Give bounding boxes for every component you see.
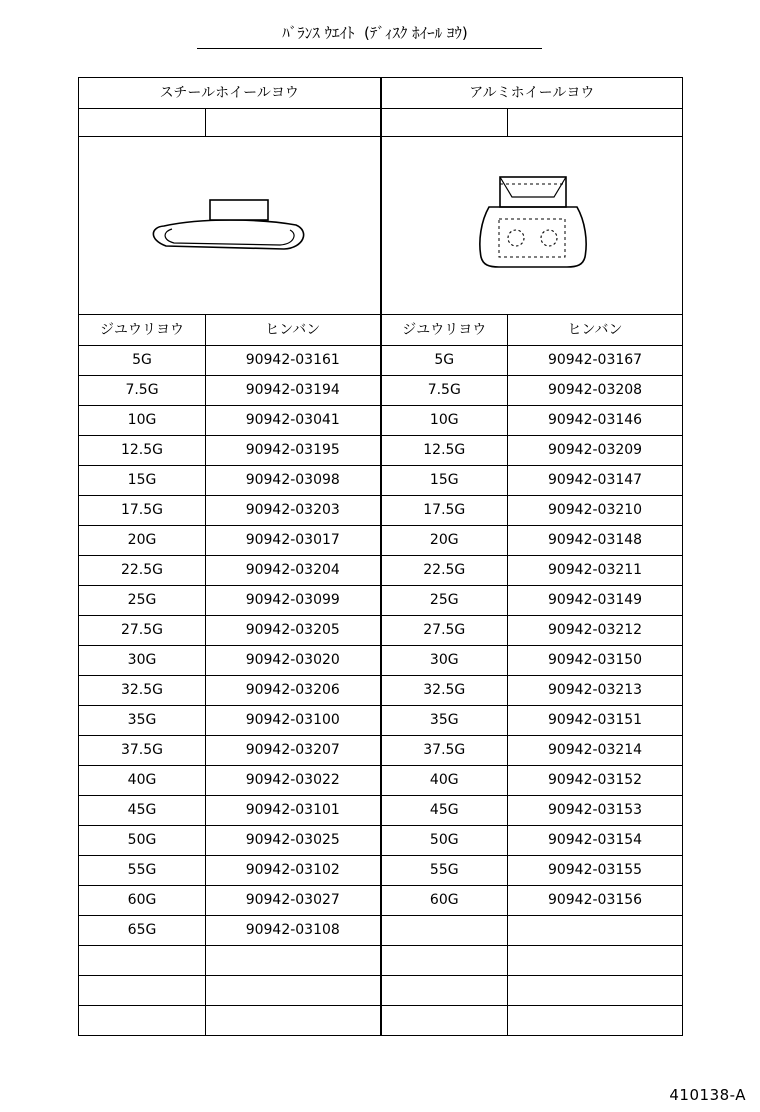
aluminum-weight-cell: 60G <box>381 886 508 916</box>
table-row <box>79 496 683 526</box>
table-row <box>79 406 683 436</box>
table-row <box>79 556 683 586</box>
aluminum-weight-cell: 55G <box>381 856 508 886</box>
table-row <box>79 586 683 616</box>
aluminum-part-number-cell: 90942-03151 <box>508 706 683 736</box>
steel-weight-cell: 65G <box>79 916 206 946</box>
aluminum-part-number-cell <box>508 916 683 946</box>
steel-weight-cell: 45G <box>79 796 206 826</box>
table-row <box>79 886 683 916</box>
steel-part-number-cell: 90942-03017 <box>206 526 381 556</box>
steel-weight-cell: 7.5G <box>79 376 206 406</box>
aluminum-weight-cell: 40G <box>381 766 508 796</box>
aluminum-weight-cell: 27.5G <box>381 616 508 646</box>
aluminum-clip-weight-icon <box>467 173 597 278</box>
spacer-cell <box>79 109 206 137</box>
table-row <box>79 766 683 796</box>
aluminum-weight-cell: 37.5G <box>381 736 508 766</box>
steel-weight-cell <box>79 946 206 976</box>
steel-weight-cell: 32.5G <box>79 676 206 706</box>
aluminum-weight-cell <box>381 916 508 946</box>
table-row <box>79 616 683 646</box>
aluminum-part-number-cell: 90942-03147 <box>508 466 683 496</box>
aluminum-weight-cell: 45G <box>381 796 508 826</box>
table-row <box>79 796 683 826</box>
steel-part-number-cell: 90942-03027 <box>206 886 381 916</box>
spacer-cell <box>381 109 508 137</box>
spacer-cell <box>206 109 381 137</box>
aluminum-weight-cell: 50G <box>381 826 508 856</box>
aluminum-weight-cell: 7.5G <box>381 376 508 406</box>
table-row <box>79 856 683 886</box>
steel-section-header: スチールホイールヨウ <box>79 78 381 109</box>
steel-weight-cell: 27.5G <box>79 616 206 646</box>
steel-part-header: ヒンバン <box>206 315 381 346</box>
aluminum-part-number-cell: 90942-03156 <box>508 886 683 916</box>
steel-part-number-cell: 90942-03161 <box>206 346 381 376</box>
aluminum-part-number-cell: 90942-03212 <box>508 616 683 646</box>
aluminum-weight-cell: 17.5G <box>381 496 508 526</box>
aluminum-weight-cell: 32.5G <box>381 676 508 706</box>
aluminum-part-number-cell: 90942-03213 <box>508 676 683 706</box>
aluminum-part-number-cell: 90942-03208 <box>508 376 683 406</box>
table-row <box>79 1006 683 1036</box>
steel-weight-cell: 5G <box>79 346 206 376</box>
table-row <box>79 526 683 556</box>
page-title: ﾊﾞﾗﾝｽ ｳｴｲﾄ (ﾃﾞｨｽｸ ﾎｲｰﾙ ﾖｳ) <box>282 24 468 42</box>
aluminum-part-number-cell <box>508 976 683 1006</box>
steel-clip-weight-icon <box>144 196 314 256</box>
aluminum-weight-cell <box>381 946 508 976</box>
steel-part-number-cell: 90942-03206 <box>206 676 381 706</box>
title-underline <box>197 48 542 49</box>
table-row <box>79 826 683 856</box>
steel-weight-cell: 40G <box>79 766 206 796</box>
steel-weight-cell: 50G <box>79 826 206 856</box>
steel-part-number-cell: 90942-03020 <box>206 646 381 676</box>
steel-part-number-cell: 90942-03194 <box>206 376 381 406</box>
aluminum-weight-cell: 25G <box>381 586 508 616</box>
steel-part-number-cell: 90942-03205 <box>206 616 381 646</box>
steel-weight-cell: 17.5G <box>79 496 206 526</box>
steel-part-number-cell: 90942-03101 <box>206 796 381 826</box>
steel-weight-cell: 60G <box>79 886 206 916</box>
aluminum-part-number-cell: 90942-03149 <box>508 586 683 616</box>
aluminum-part-number-cell: 90942-03153 <box>508 796 683 826</box>
illustration-row <box>79 137 683 315</box>
aluminum-section-header: アルミホイールヨウ <box>381 78 683 109</box>
aluminum-weight-header: ジユウリヨウ <box>381 315 508 346</box>
steel-part-number-cell: 90942-03099 <box>206 586 381 616</box>
steel-part-number-cell <box>206 1006 381 1036</box>
steel-weight-cell: 10G <box>79 406 206 436</box>
aluminum-weight-cell: 5G <box>381 346 508 376</box>
steel-part-number-cell: 90942-03100 <box>206 706 381 736</box>
drawing-number: 410138-A <box>669 1086 746 1104</box>
steel-weight-cell: 37.5G <box>79 736 206 766</box>
aluminum-part-number-cell: 90942-03146 <box>508 406 683 436</box>
table-row <box>79 676 683 706</box>
column-header-row <box>79 315 683 346</box>
table-row <box>79 376 683 406</box>
steel-weight-cell <box>79 1006 206 1036</box>
steel-part-number-cell: 90942-03041 <box>206 406 381 436</box>
aluminum-weight-cell: 35G <box>381 706 508 736</box>
table-row <box>79 706 683 736</box>
table-row <box>79 946 683 976</box>
aluminum-part-number-cell: 90942-03167 <box>508 346 683 376</box>
table-row <box>79 736 683 766</box>
table-row <box>79 916 683 946</box>
steel-weight-cell: 35G <box>79 706 206 736</box>
steel-part-number-cell: 90942-03022 <box>206 766 381 796</box>
aluminum-part-number-cell: 90942-03154 <box>508 826 683 856</box>
table-row <box>79 466 683 496</box>
aluminum-weight-cell: 30G <box>381 646 508 676</box>
aluminum-weight-cell: 22.5G <box>381 556 508 586</box>
steel-weight-cell: 15G <box>79 466 206 496</box>
aluminum-weight-cell: 12.5G <box>381 436 508 466</box>
table-row <box>79 346 683 376</box>
steel-weight-cell: 22.5G <box>79 556 206 586</box>
aluminum-part-number-cell: 90942-03210 <box>508 496 683 526</box>
steel-weight-cell: 12.5G <box>79 436 206 466</box>
table-row <box>79 436 683 466</box>
steel-weight-cell: 30G <box>79 646 206 676</box>
steel-part-number-cell <box>206 976 381 1006</box>
steel-part-number-cell: 90942-03102 <box>206 856 381 886</box>
steel-weight-cell: 25G <box>79 586 206 616</box>
aluminum-weight-cell: 20G <box>381 526 508 556</box>
steel-weight-header: ジユウリヨウ <box>79 315 206 346</box>
steel-part-number-cell: 90942-03195 <box>206 436 381 466</box>
spacer-row <box>79 109 683 137</box>
balance-weight-table <box>78 77 683 1036</box>
aluminum-weight-cell <box>381 1006 508 1036</box>
aluminum-part-number-cell <box>508 1006 683 1036</box>
aluminum-weight-cell: 10G <box>381 406 508 436</box>
spacer-cell <box>508 109 683 137</box>
steel-part-number-cell: 90942-03207 <box>206 736 381 766</box>
steel-illustration-cell <box>79 137 381 315</box>
aluminum-part-number-cell: 90942-03211 <box>508 556 683 586</box>
steel-weight-cell <box>79 976 206 1006</box>
steel-part-number-cell: 90942-03203 <box>206 496 381 526</box>
steel-part-number-cell <box>206 946 381 976</box>
aluminum-part-number-cell: 90942-03152 <box>508 766 683 796</box>
steel-part-number-cell: 90942-03204 <box>206 556 381 586</box>
steel-part-number-cell: 90942-03025 <box>206 826 381 856</box>
aluminum-weight-cell: 15G <box>381 466 508 496</box>
table-row <box>79 976 683 1006</box>
section-header-row <box>79 78 683 109</box>
aluminum-illustration-cell <box>381 137 683 315</box>
aluminum-part-number-cell: 90942-03150 <box>508 646 683 676</box>
aluminum-part-number-cell: 90942-03209 <box>508 436 683 466</box>
aluminum-weight-cell <box>381 976 508 1006</box>
aluminum-part-number-cell <box>508 946 683 976</box>
steel-weight-cell: 55G <box>79 856 206 886</box>
aluminum-part-number-cell: 90942-03155 <box>508 856 683 886</box>
steel-weight-cell: 20G <box>79 526 206 556</box>
aluminum-part-number-cell: 90942-03214 <box>508 736 683 766</box>
aluminum-part-header: ヒンバン <box>508 315 683 346</box>
steel-part-number-cell: 90942-03108 <box>206 916 381 946</box>
steel-part-number-cell: 90942-03098 <box>206 466 381 496</box>
table-row <box>79 646 683 676</box>
aluminum-part-number-cell: 90942-03148 <box>508 526 683 556</box>
